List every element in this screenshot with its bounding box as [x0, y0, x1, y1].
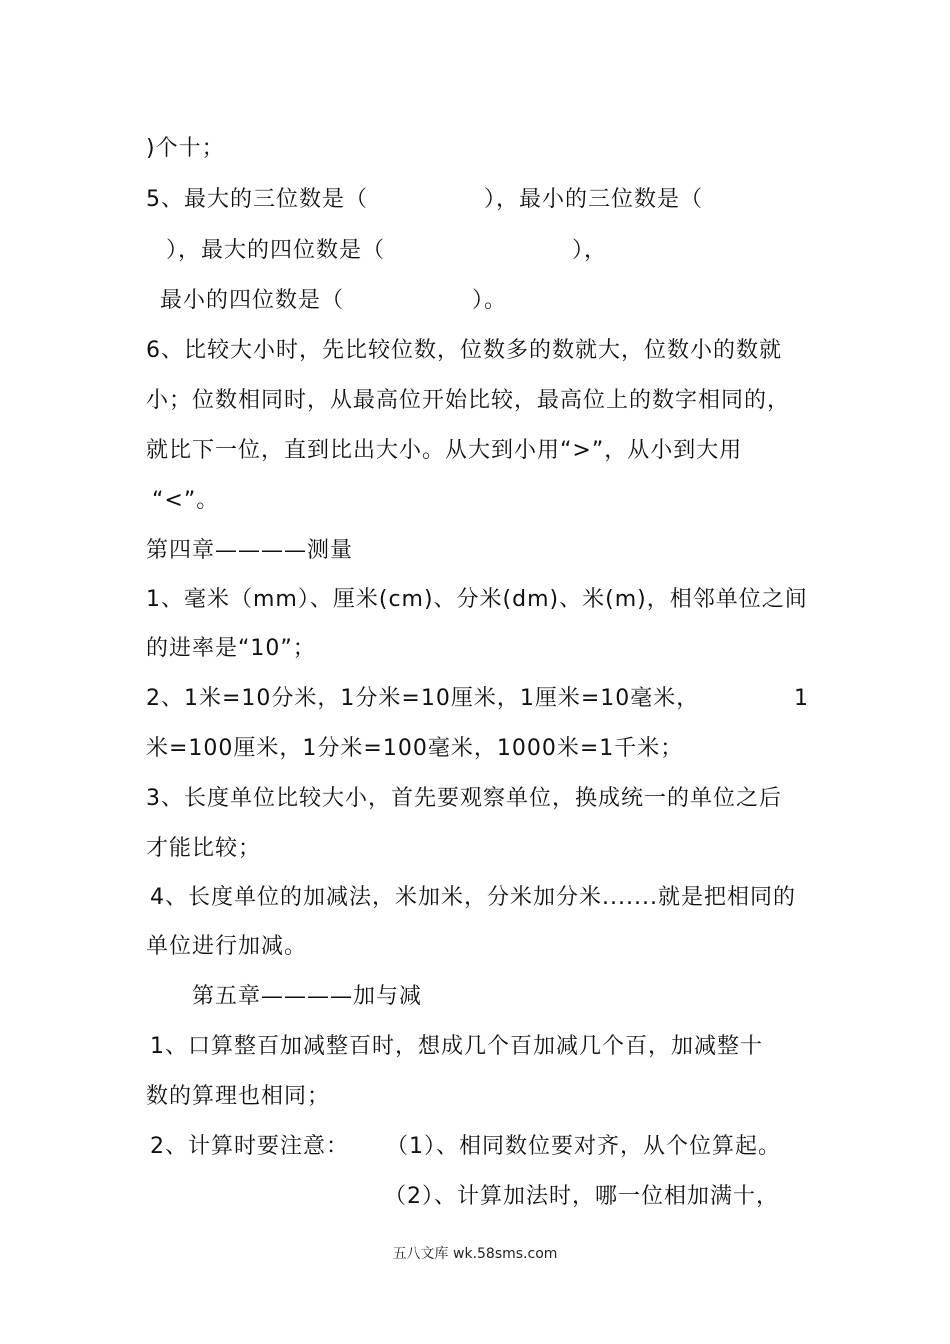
text-line: 的进率是“10”；	[146, 636, 316, 661]
chapter-heading: 第四章————测量	[146, 538, 354, 563]
text-line: 2、1米=10分米，1分米=10厘米，1厘米=10毫米，	[146, 686, 700, 711]
text-line: 米=100厘米，1分米=100毫米，1000米=1千米；	[146, 736, 684, 761]
page-footer: 五八文库 wk.58sms.com	[392, 1246, 558, 1262]
text-line: ），最大的四位数是（	[166, 238, 386, 263]
text-line: “<”。	[152, 488, 220, 513]
text-line: 单位进行加减。	[146, 934, 308, 959]
text-line: 数的算理也相同；	[146, 1084, 331, 1109]
text-line: 5、最大的三位数是（	[146, 187, 368, 212]
text-line: 2、计算时要注意：	[150, 1134, 349, 1159]
text-line: 1、毫米（mm）、厘米(cm)、分米(dm)、米(m)，相邻单位之间	[146, 587, 808, 612]
text-line: )个十；	[146, 136, 225, 161]
text-line: 1、口算整百加减整百时，想成几个百加减几个百，加减整十	[150, 1034, 763, 1059]
text-line: ），	[572, 238, 608, 263]
text-line: 4、长度单位的加减法，米加米，分米加分米.......就是把相同的	[150, 885, 796, 910]
chapter-heading: 第五章————加与减	[192, 984, 423, 1009]
text-line: 小；位数相同时，从最高位开始比较，最高位上的数字相同的，	[146, 388, 791, 413]
text-line: （2）、计算加法时，哪一位相加满十，	[384, 1184, 779, 1209]
text-line: （1）、相同数位要对齐，从个位算起。	[386, 1134, 781, 1159]
text-line: ），最小的三位数是（	[484, 187, 704, 212]
text-line: 1	[794, 686, 809, 711]
text-line: 就比下一位，直到比出大小。从大到小用“>”，从小到大用	[146, 438, 743, 463]
text-line: 3、长度单位比较大小，首先要观察单位，换成统一的单位之后	[146, 786, 782, 811]
text-line: 6、比较大小时，先比较位数，位数多的数就大，位数小的数就	[146, 338, 782, 363]
text-line: 才能比较；	[146, 836, 262, 861]
text-line: 最小的四位数是（	[160, 288, 345, 313]
text-line: ）。	[472, 288, 508, 313]
